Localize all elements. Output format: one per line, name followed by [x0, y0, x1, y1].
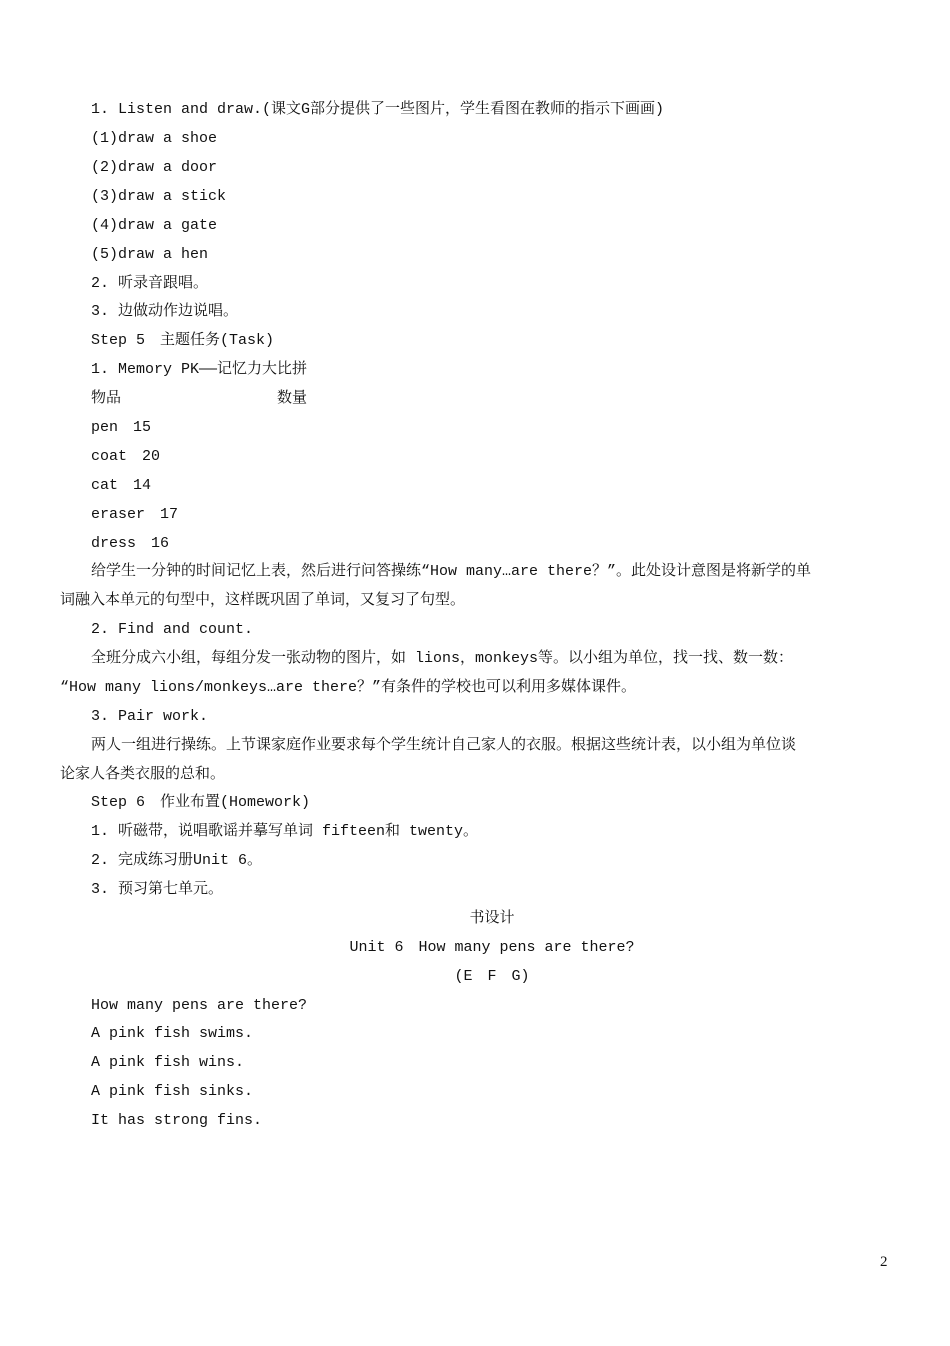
table-row: cat 14 [91, 477, 152, 494]
sing-along-item: 2. 听录音跟唱。 [91, 275, 209, 292]
board-design-heading: 书设计 [469, 910, 515, 927]
memory-pk-heading: 1. Memory PK——记忆力大比拼 [91, 361, 308, 378]
board-line: A pink fish sinks. [91, 1083, 254, 1100]
memory-description-cont: 词融入本单元的句型中，这样既巩固了单词，又复习了句型。 [60, 592, 466, 609]
count-column-header: 数量 [277, 390, 308, 407]
item-column-header: 物品 [91, 390, 122, 407]
homework-item: 1. 听磁带，说唱歌谣并摹写单词 fifteen和 twenty。 [91, 823, 479, 840]
page-number: 2 [880, 1254, 888, 1270]
board-line: A pink fish swims. [91, 1025, 254, 1042]
board-line: How many pens are there? [91, 997, 308, 1014]
board-parts: (E F G) [454, 968, 530, 985]
table-row: coat 20 [91, 448, 161, 465]
pair-work-heading: 3. Pair work. [91, 708, 209, 725]
draw-item: (5)draw a hen [91, 246, 209, 263]
table-row: eraser 17 [91, 506, 179, 523]
table-row: dress 16 [91, 535, 170, 552]
find-count-description-cont: “How many lions/monkeys…are there？”有条件的学校也可以利用多媒体课件。 [60, 679, 637, 696]
memory-table-header [91, 389, 391, 409]
draw-item: (4)draw a gate [91, 217, 218, 234]
homework-item: 2. 完成练习册Unit 6。 [91, 852, 263, 869]
draw-item: (1)draw a shoe [91, 130, 218, 147]
act-chant-item: 3. 边做动作边说唱。 [91, 303, 239, 320]
pair-work-description-cont: 论家人各类衣服的总和。 [60, 766, 226, 783]
listen-draw-heading: 1. Listen and draw.(课文G部分提供了一些图片，学生看图在教师的指示下画画) [91, 101, 665, 118]
table-row: pen 15 [91, 419, 152, 436]
board-line: A pink fish wins. [91, 1054, 245, 1071]
board-unit-title: Unit 6 How many pens are there? [349, 939, 635, 956]
step5-title: Step 5 主题任务(Task) [91, 332, 275, 349]
draw-item: (2)draw a door [91, 159, 218, 176]
step6-title: Step 6 作业布置(Homework) [91, 794, 311, 811]
find-count-heading: 2. Find and count. [91, 621, 254, 638]
memory-description: 给学生一分钟的时间记忆上表，然后进行问答操练“How many…are there？”。此处设计意图是将新学的单 [91, 563, 812, 580]
find-count-description: 全班分成六小组，每组分发一张动物的图片，如 lions，monkeys等。以小组为单位，找一找、数一数： [91, 650, 794, 667]
board-line: It has strong fins. [91, 1112, 263, 1129]
homework-item: 3. 预习第七单元。 [91, 881, 224, 898]
pair-work-description: 两人一组进行操练。上节课家庭作业要求每个学生统计自己家人的衣服。根据这些统计表，以小组为单位谈 [91, 737, 797, 754]
draw-item: (3)draw a stick [91, 188, 227, 205]
